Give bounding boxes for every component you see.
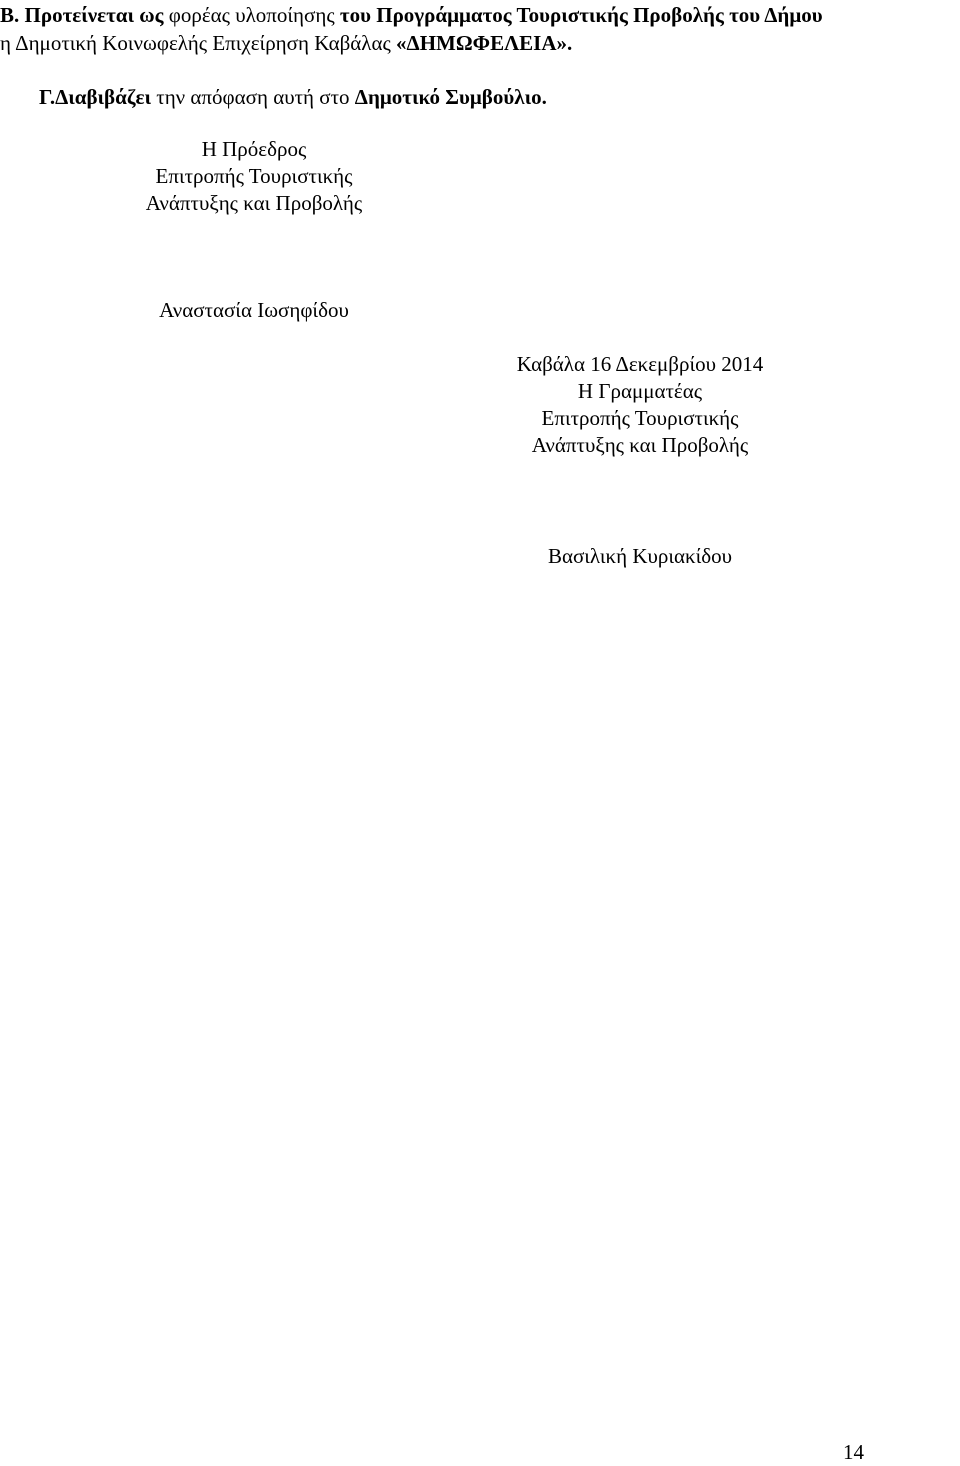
paragraph-c-verb: Διαβιβάζει: [55, 85, 151, 109]
secretary-name: Βασιλική Κυριακίδου: [547, 544, 733, 568]
paragraph-c-period: .: [541, 85, 547, 109]
paragraph-b-line-2-text: η Δημοτική Κοινωφελής Επιχείρηση Καβάλας: [0, 31, 397, 55]
paragraph-b-line-1: [0, 2, 823, 28]
secretary-title: Η Γραμματέας: [577, 379, 703, 403]
president-name: Αναστασία Ιωσηφίδου: [159, 298, 349, 322]
president-committee-line-1: Επιτροπής Τουριστικής: [155, 164, 353, 188]
secretary-committee-line-1: Επιτροπής Τουριστικής: [541, 406, 739, 430]
paragraph-b-text-bold-2: του Προγράμματος Τουριστικής Προβολής του Δήμου: [339, 3, 823, 27]
president-signature-block: [98, 136, 410, 217]
president-name-block: [98, 297, 410, 324]
president-committee-line-2: Ανάπτυξης και Προβολής: [145, 191, 363, 215]
secretary-committee-line-2: Ανάπτυξης και Προβολής: [531, 433, 749, 457]
paragraph-b-label: Β.: [0, 3, 20, 27]
paragraph-b-text-normal: φορέας υλοποίησης: [168, 3, 335, 27]
page-number: 14: [843, 1440, 864, 1464]
paragraph-c: [39, 84, 547, 110]
secretary-name-block: [480, 543, 800, 570]
place-date: Καβάλα 16 Δεκεμβρίου 2014: [516, 352, 764, 376]
paragraph-b-line-2-entity: «ΔΗΜΩΦΕΛΕΙΑ».: [396, 31, 573, 55]
paragraph-b-text-bold-1: Προτείνεται ως: [24, 3, 164, 27]
paragraph-c-council: Δημοτικό Συμβούλιο: [354, 85, 542, 109]
president-title: Η Πρόεδρος: [201, 137, 307, 161]
paragraph-b-line-2: [0, 30, 572, 56]
paragraph-c-label: Γ.: [39, 85, 56, 109]
secretary-signature-block: [480, 351, 800, 459]
paragraph-c-text: την απόφαση αυτή στο: [151, 85, 355, 109]
